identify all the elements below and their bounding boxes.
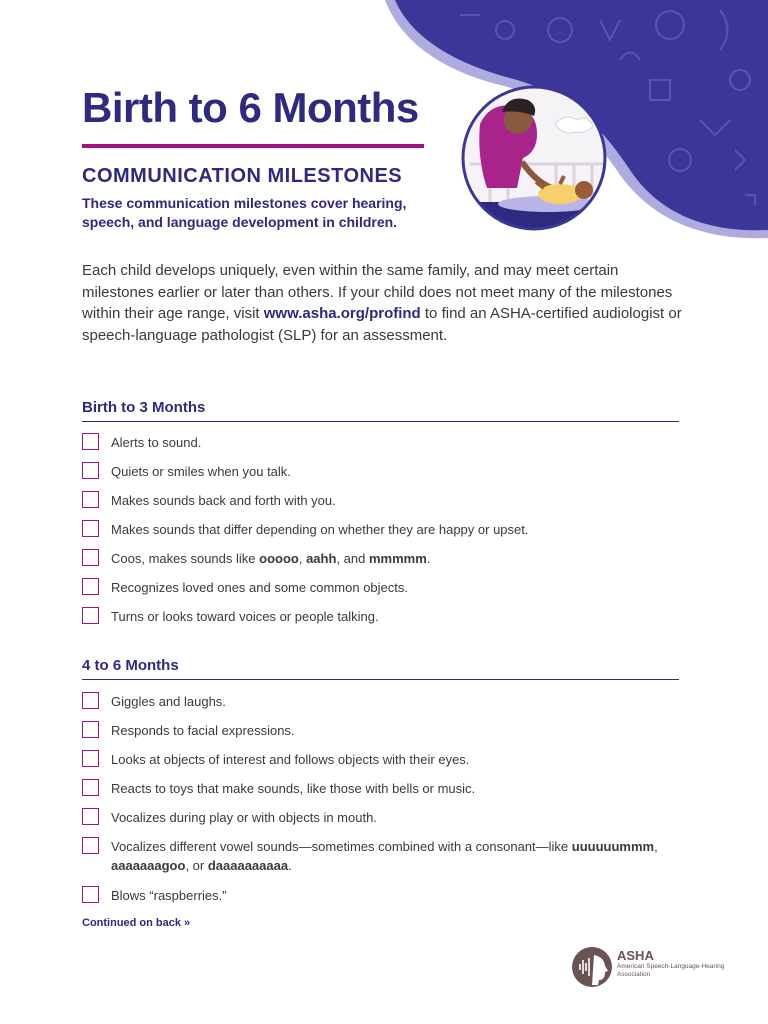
milestone-checkbox[interactable] (82, 462, 99, 479)
milestone-checkbox[interactable] (82, 808, 99, 825)
milestone-item (82, 750, 692, 769)
milestone-item (82, 837, 692, 875)
milestone-list-4-6 (82, 692, 692, 915)
milestone-checkbox[interactable] (82, 692, 99, 709)
milestone-item (82, 433, 692, 452)
milestone-checkbox[interactable] (82, 520, 99, 537)
tagline: These communication milestones cover hearing, speech, and language development in children. (82, 195, 407, 230)
asha-logo-full-name: American Speech-Language-Hearing Association (617, 963, 725, 978)
milestone-text: Giggles and laughs. (111, 694, 226, 709)
milestone-checkbox[interactable] (82, 433, 99, 450)
asha-logo-text: ASHA (617, 948, 654, 963)
milestone-checkbox[interactable] (82, 750, 99, 767)
intro-text-end: to find an ASHA-certified audiologist or speech-language pathologist (SLP) for an assessment. (82, 305, 682, 344)
asha-logo (571, 946, 731, 990)
milestone-item (82, 721, 692, 740)
section-heading-birth-3: Birth to 3 Months (82, 399, 206, 416)
milestone-checkbox[interactable] (82, 491, 99, 508)
asha-logo-mark (571, 946, 613, 988)
milestone-checkbox[interactable] (82, 886, 99, 903)
milestone-checkbox[interactable] (82, 549, 99, 566)
milestone-text: Coos, makes sounds like ooooo, aahh, and mmmmm. (111, 551, 431, 566)
milestone-text: Quiets or smiles when you talk. (111, 464, 291, 479)
milestone-text: Reacts to toys that make sounds, like those with bells or music. (111, 781, 476, 796)
milestone-text: Blows “raspberries.” (111, 888, 227, 903)
page-title: Birth to 6 Months (82, 84, 419, 131)
milestone-item (82, 886, 692, 905)
milestone-item (82, 578, 692, 597)
milestone-text: Turns or looks toward voices or people talking. (111, 609, 379, 624)
milestone-checkbox[interactable] (82, 721, 99, 738)
intro-text: Each child develops uniquely, even within the same family, and may meet certain milestones earlier or later than others. If your child does not meet many of the milestones within their age range, visit (82, 262, 673, 322)
milestone-text: Looks at objects of interest and follows objects with their eyes. (111, 752, 470, 767)
milestone-text: Vocalizes during play or with objects in mouth. (111, 810, 377, 825)
milestone-text: Makes sounds that differ depending on whether they are happy or upset. (111, 522, 529, 537)
intro-paragraph (82, 260, 682, 346)
milestone-item (82, 549, 692, 568)
milestone-checkbox[interactable] (82, 607, 99, 624)
milestone-list-birth-3 (82, 433, 692, 636)
milestone-checkbox[interactable] (82, 779, 99, 796)
milestone-item (82, 520, 692, 539)
milestone-item (82, 779, 692, 798)
milestone-text: Alerts to sound. (111, 435, 202, 450)
milestone-text: Makes sounds back and forth with you. (111, 493, 336, 508)
milestone-item (82, 607, 692, 626)
section-rule (82, 421, 679, 422)
milestone-text: Vocalizes different vowel sounds—sometimes combined with a consonant—like uuuuuummm, aaaaaaagoo, or daaaaaaaaaa. (111, 839, 658, 873)
title-underline (82, 144, 424, 148)
milestone-checkbox[interactable] (82, 578, 99, 595)
milestone-item (82, 491, 692, 510)
continued-on-back-link[interactable]: Continued on back » (82, 917, 191, 929)
profind-link[interactable]: www.asha.org/profind (263, 305, 421, 322)
section-rule (82, 679, 679, 680)
section-heading-4-6: 4 to 6 Months (82, 657, 179, 674)
milestone-item (82, 808, 692, 827)
milestone-checkbox[interactable] (82, 837, 99, 854)
milestone-item (82, 692, 692, 711)
page-subtitle: COMMUNICATION MILESTONES (82, 165, 403, 187)
milestone-text: Recognizes loved ones and some common objects. (111, 580, 408, 595)
milestone-item (82, 462, 692, 481)
milestone-text: Responds to facial expressions. (111, 723, 295, 738)
parent-baby-illustration (460, 84, 608, 232)
